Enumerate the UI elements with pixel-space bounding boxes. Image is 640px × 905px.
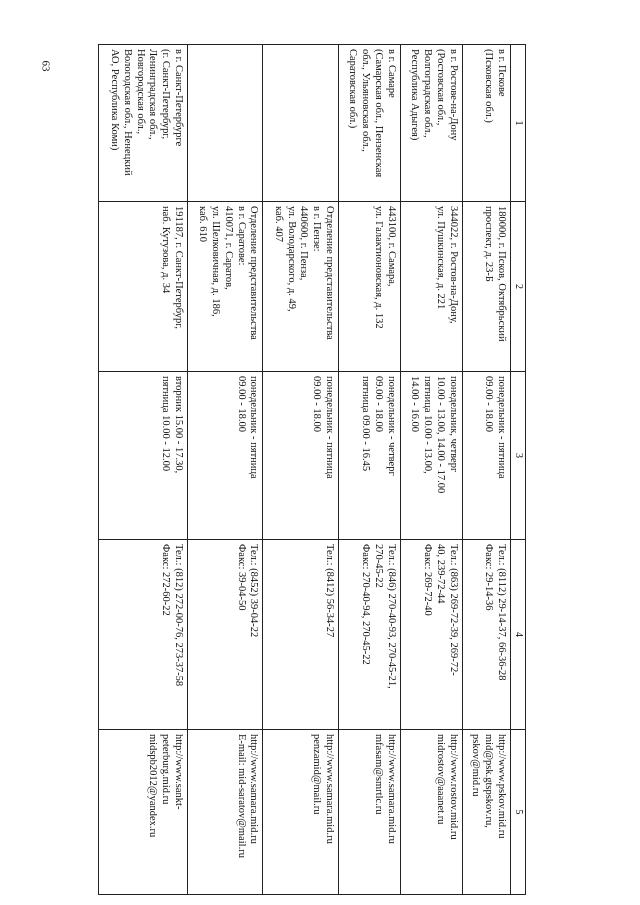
column-number: 2 [510,202,525,372]
region-cell: в г. Самаре (Самарская обл., Пензенская обл., Ульяновская обл., Саратовская обл.) [338,45,400,202]
page-number: 63 [39,60,52,72]
table-row [462,45,510,895]
region-cell: в г. Ростове-на-Дону (Ростовская обл., Волгоградская обл., Республика Адыгея) [400,45,462,202]
rotated-table-container [98,44,526,894]
hours-cell: вторник 15.00 - 17.30, пятница 10.00 - 12.00 [99,372,188,540]
web-cell: http://www.samara.mid.ru penzamid@mail.ru [263,730,338,895]
column-number: 3 [510,372,525,540]
hours-cell: понедельник - пятница 09.00 - 18.00 [263,372,338,540]
table-row [263,45,338,895]
region-cell [188,45,263,202]
table-row [188,45,263,895]
phones-cell: Тел.: (846) 270-40-93, 270-45-21, 270-45-22 Факс: 270-40-94, 270-45-22 [338,540,400,730]
phones-cell: Тел.: (8112) 29-14-37, 66-36-28 Факс: 29-14-36 [462,540,510,730]
address-cell: Отделение представительства в г. Саратове: 410071, г. Саратов, ул. Шелковичная, д. 186, каб. 610 [188,202,263,372]
region-cell: в г. Санкт-Петербурге (г. Санкт-Петербург, Ленинградская обл., Новгородская обл., Вологодская обл., Ненецкий АО, Республика Коми) [99,45,188,202]
address-cell: 191187, г. Санкт-Петербург, наб. Кутузова, д. 34 [99,202,188,372]
region-cell [263,45,338,202]
hours-cell: понедельник - пятница 09.00 - 18.00 [462,372,510,540]
web-cell: http://www.rostov.mid.ru midrostov@aaanet.ru [400,730,462,895]
address-cell: 443100, г. Самара, ул. Галактионовская, д. 132 [338,202,400,372]
address-cell: 180000, г. Псков, Октябрьский проспект, д. 23-Б [462,202,510,372]
table-row [338,45,400,895]
hours-cell: понедельник, четверг 10.00 - 13.00, 14.00 - 17.00 пятница 10.00 - 13.00, 14.00 - 16.00 [400,372,462,540]
phones-cell: Тел.: (863) 269-72-39, 269-72- 40, 239-72-44 Факс: 269-72-40 [400,540,462,730]
web-cell: http://www.pskov.mid.ru mid@psk.gtspskov.ru, pskov@mid.ru [462,730,510,895]
region-cell: в г. Пскове (Псковская обл.) [462,45,510,202]
table-row [99,45,188,895]
hours-cell: понедельник - четверг 09.00 - 18.00 пятница 09.00 - 16.45 [338,372,400,540]
hours-cell: понедельник - пятница 09.00 - 18.00 [188,372,263,540]
web-cell: http://www.samara.mid.ru E-mail: mid-saratov@mail.ru [188,730,263,895]
representations-table [98,44,526,895]
column-number: 5 [510,730,525,895]
column-number: 4 [510,540,525,730]
column-number: 1 [510,45,525,202]
web-cell: http://www.samara.mid.ru mfasam@smrtlc.ru [338,730,400,895]
column-number-row [510,45,525,895]
rotated-page-area [98,44,526,894]
phones-cell: Тел.: (8452) 39-04-22 Факс: 39-04-50 [188,540,263,730]
phones-cell: Тел.: (8412) 56-34-27 [263,540,338,730]
web-cell: http://www.sankt- peterburg.mid.ru midspb2012@yandex.ru [99,730,188,895]
phones-cell: Тел.: (812) 272-00-76, 273-37-58 Факс: 272-60-22 [99,540,188,730]
table-row [400,45,462,895]
address-cell: 344022, г. Ростов-на-Дону, ул. Пушкинская, д. 221 [400,202,462,372]
address-cell: Отделение представительства в г. Пензе: 440600, г. Пенза, ул. Володарского, д. 49, каб. 407 [263,202,338,372]
